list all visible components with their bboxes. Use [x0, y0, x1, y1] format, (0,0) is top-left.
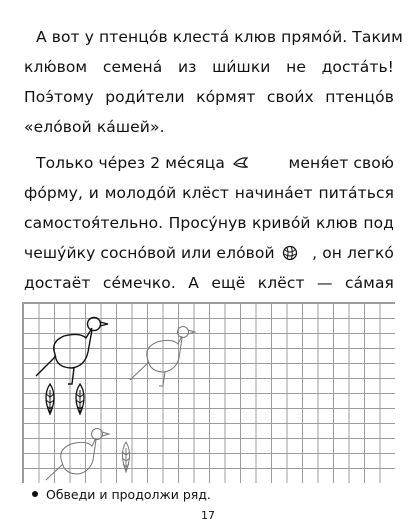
text-line-9: достаёт се́мечко. А ещё клёст — са́мая — [24, 274, 394, 292]
bird-outline-icon — [130, 327, 195, 387]
instruction-text: Обведи и продолжи ряд. — [46, 487, 211, 502]
text-segment: Только че́рез 2 ме́сяца — [36, 154, 226, 172]
grid-drawing — [22, 302, 394, 482]
text-line-5 — [24, 150, 394, 176]
leaf-icon — [122, 442, 130, 472]
text-line-4: «ело́вой ка́шей». — [24, 118, 165, 136]
leaf-icon — [46, 384, 54, 414]
text-line-8-end: , он легко́ — [312, 244, 394, 262]
bird-outline-icon — [36, 318, 108, 385]
text-line-8 — [24, 240, 394, 266]
bullet-icon — [32, 491, 38, 497]
pine-cone-icon — [282, 245, 298, 261]
text-line-5-end: меня́ет свою́ — [288, 154, 394, 172]
bird-outline-icon — [46, 429, 109, 481]
text-line-8-start — [24, 240, 300, 266]
beak-icon — [232, 155, 248, 171]
text-line-6: фо́рму, и молодо́й клёст начина́ет пита́ться — [24, 184, 394, 202]
text-line-5-start — [36, 150, 250, 176]
text-line-7: самостоя́тельно. Просу́нув криво́й клюв под — [24, 214, 394, 232]
instruction — [32, 487, 211, 503]
text-line-3: Поэ́тому роди́тели ко́рмят свои́х птенцо́в — [24, 88, 394, 106]
page-number: 17 — [201, 509, 215, 522]
text-line-1: А вот у птенцо́в клеста́ клюв прямо́й. Таким — [36, 28, 403, 46]
text-segment: чешу́йку сосно́вой или ело́вой — [24, 244, 275, 262]
text-line-2: клю́вом семена́ из ши́шки не доста́ть! — [24, 58, 394, 76]
leaf-icon — [76, 384, 84, 414]
